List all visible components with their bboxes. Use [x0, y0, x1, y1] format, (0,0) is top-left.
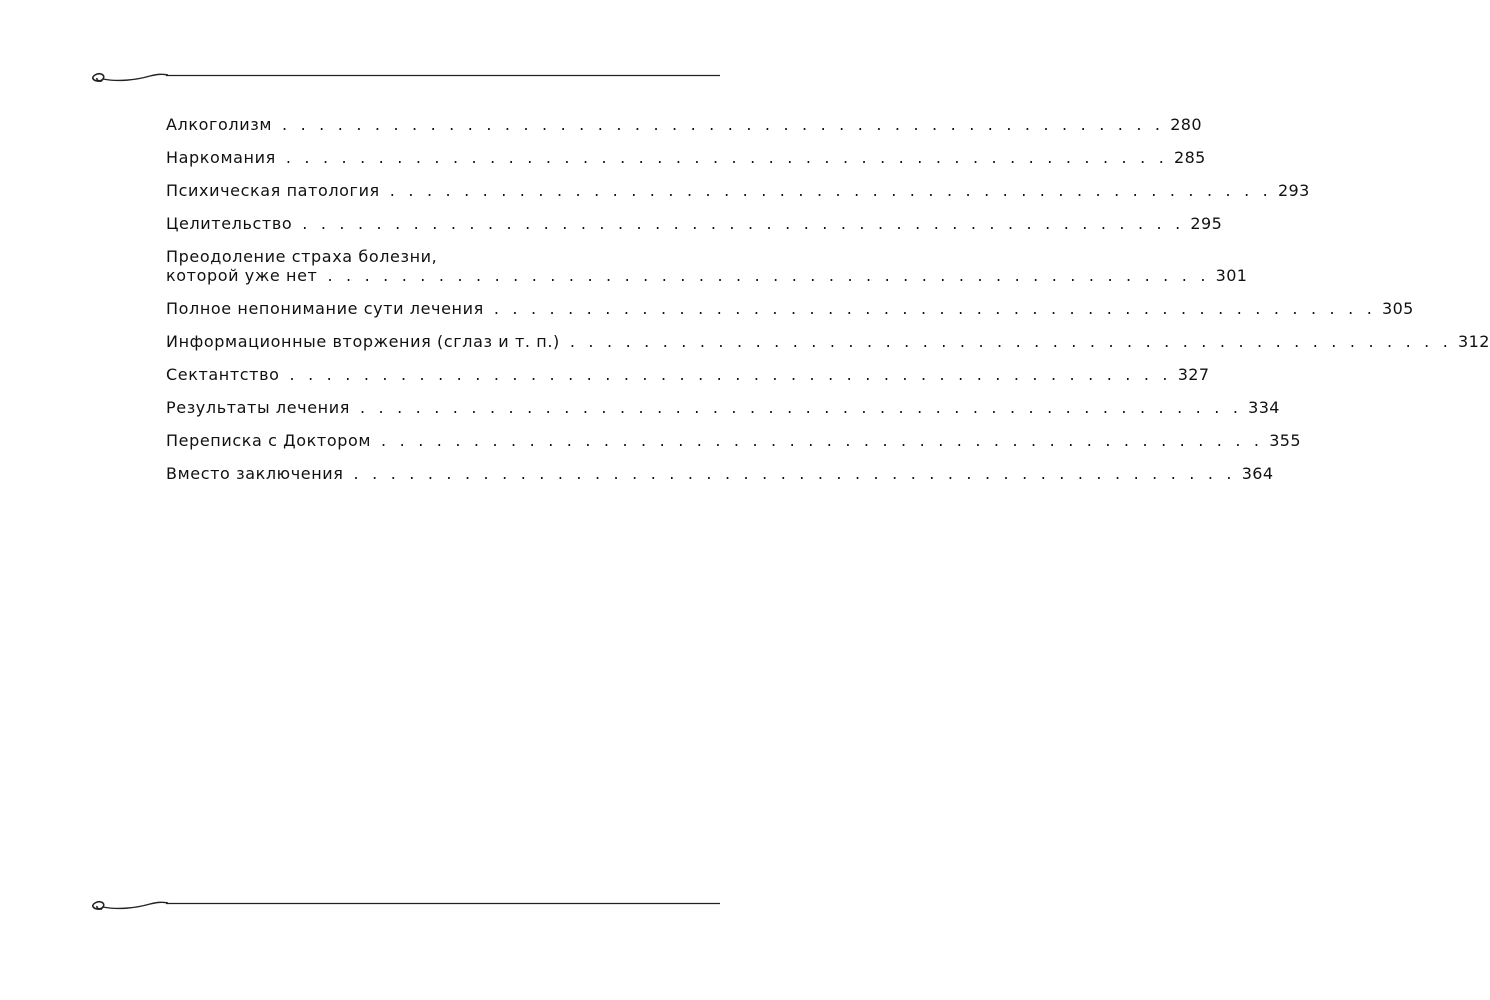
toc-entry-title: Переписка с Доктором	[166, 431, 372, 450]
toc-entry-title: Психическая патология	[166, 181, 380, 200]
toc-entry-page: 327	[1177, 365, 1210, 384]
toc-entry-page: 355	[1269, 431, 1301, 450]
toc-leader-dots: . . . . . . . . . . . . . . . . . . . . . . . . . . . . . . . . . . . . . . . . . . . . . . . .	[302, 214, 1185, 233]
toc-entry	[166, 148, 1206, 167]
toc-leader-dots: . . . . . . . . . . . . . . . . . . . . . . . . . . . . . . . . . . . . . . . . . . . . . . . .	[359, 398, 1243, 417]
toc-leader-dots: . . . . . . . . . . . . . . . . . . . . . . . . . . . . . . . . . . . . . . . . . . . . . . . .	[569, 332, 1453, 351]
toc-entry	[166, 115, 1202, 134]
toc-entry-title: Вместо заключения	[166, 464, 344, 483]
toc-entry-page: 301	[1215, 266, 1248, 285]
top-ornament-rule	[88, 70, 722, 86]
toc-entry-page: 285	[1173, 148, 1206, 167]
toc-entry	[166, 365, 1210, 384]
toc-entry	[166, 398, 1280, 417]
flourish-rule-icon	[88, 898, 722, 914]
toc-leader-dots: . . . . . . . . . . . . . . . . . . . . . . . . . . . . . . . . . . . . . . . . . . . . . . . .	[381, 431, 1264, 450]
toc-entry-title: Алкоголизм	[166, 115, 273, 134]
toc-entry-page: 305	[1382, 299, 1414, 318]
toc-entry-title: Полное непонимание сути лечения	[166, 299, 484, 318]
toc-entry	[166, 431, 1301, 450]
toc-entry-title: Сектантство	[166, 365, 280, 384]
toc-leader-dots: . . . . . . . . . . . . . . . . . . . . . . . . . . . . . . . . . . . . . . . . . . . . . . . .	[389, 181, 1272, 200]
toc-entry-page: 293	[1277, 181, 1310, 200]
toc-entry-title-line1: Преодоление страха болезни,	[166, 247, 438, 266]
toc-entry-page: 312	[1458, 332, 1490, 351]
toc-entry-title: Целительство	[166, 214, 293, 233]
toc-leader-dots: . . . . . . . . . . . . . . . . . . . . . . . . . . . . . . . . . . . . . . . . . . . . . . . .	[289, 365, 1172, 384]
bottom-ornament-rule	[88, 898, 722, 914]
toc-leader-dots: . . . . . . . . . . . . . . . . . . . . . . . . . . . . . . . . . . . . . . . . . . . . . . . .	[282, 115, 1165, 134]
flourish-rule-icon	[88, 70, 722, 86]
toc-entry	[166, 247, 1248, 285]
toc-entry-title: которой уже нет	[166, 266, 318, 285]
toc-entry	[166, 464, 1274, 483]
toc-leader-dots: . . . . . . . . . . . . . . . . . . . . . . . . . . . . . . . . . . . . . . . . . . . . . . . .	[327, 266, 1210, 285]
toc-entry	[166, 299, 1414, 318]
toc-entry-page: 334	[1248, 398, 1280, 417]
toc-entry-title: Информационные вторжения (сглаз и т. п.)	[166, 332, 560, 351]
toc-entry-page: 295	[1190, 214, 1223, 233]
toc-entry-title: Результаты лечения	[166, 398, 350, 417]
table-of-contents	[166, 115, 1490, 497]
toc-entry	[166, 332, 1490, 351]
toc-entry-page: 280	[1170, 115, 1202, 134]
toc-leader-dots: . . . . . . . . . . . . . . . . . . . . . . . . . . . . . . . . . . . . . . . . . . . . . . . .	[285, 148, 1168, 167]
toc-leader-dots: . . . . . . . . . . . . . . . . . . . . . . . . . . . . . . . . . . . . . . . . . . . . . . . .	[493, 299, 1376, 318]
toc-entry	[166, 214, 1223, 233]
toc-leader-dots: . . . . . . . . . . . . . . . . . . . . . . . . . . . . . . . . . . . . . . . . . . . . . . . .	[353, 464, 1236, 483]
toc-entry-title: Наркомания	[166, 148, 276, 167]
toc-entry	[166, 181, 1310, 200]
toc-entry-page: 364	[1241, 464, 1274, 483]
